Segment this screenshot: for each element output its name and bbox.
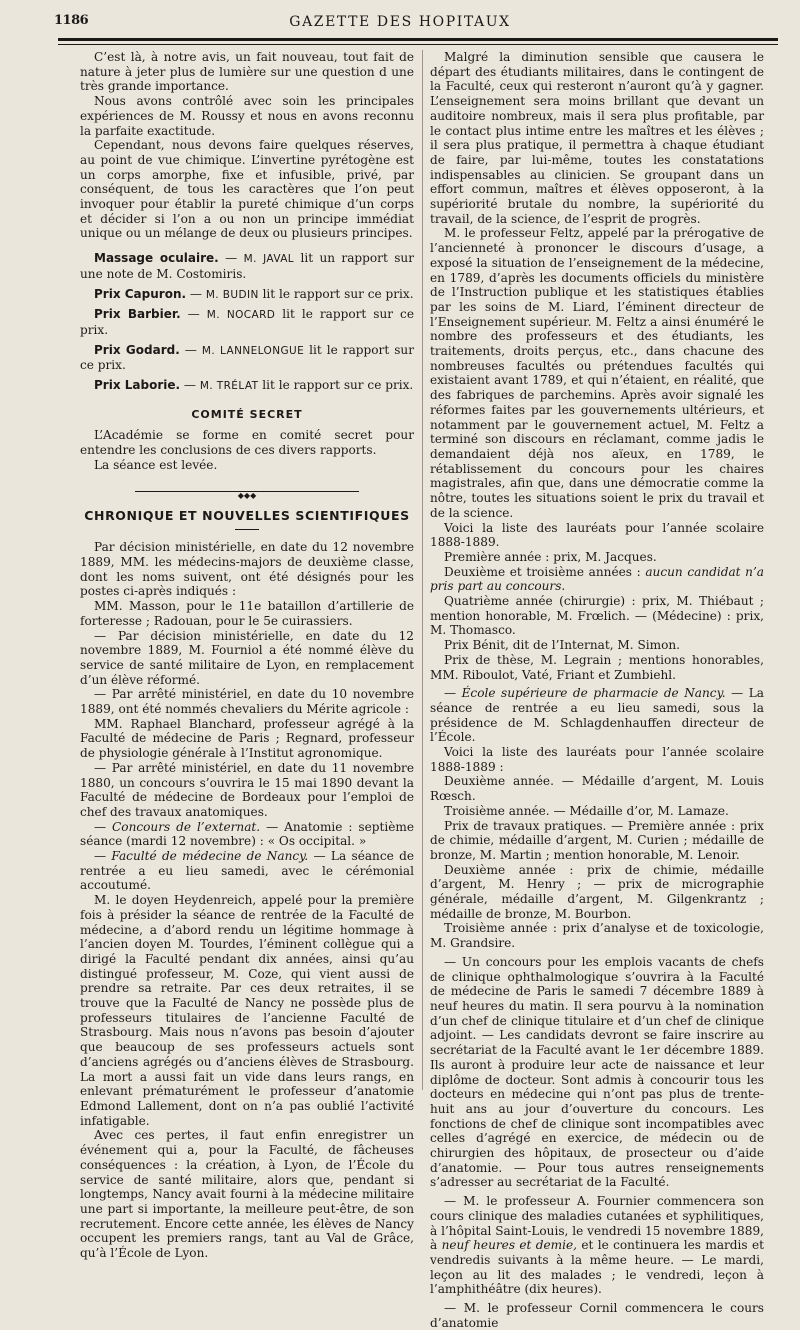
entry-text: lit le rapport sur ce prix.: [80, 342, 414, 373]
paragraph: Cependant, nous devons faire quelques réserves, au point de vue chimique. L’invertine pyrétogène est un corps amorphe, fixe et infusible, privé, par conséquent, de tous les caractères que l’on peut invoquer pour établir la pureté chimique d’un corps et décider si l’on a ou non un principe immédiat unique ou un mélange de deux ou plusieurs principes.: [80, 138, 414, 241]
entry-speaker: M. TRÉLAT: [199, 380, 259, 393]
item-text: — La séance de rentrée a eu lieu samedi, sous la présidence de M. Schlagdenhauffen directeur de l’École.: [430, 686, 764, 745]
paragraph: [430, 1194, 764, 1297]
item-heading: Faculté de médecine de Nancy.: [111, 849, 309, 864]
item-text: — M. le professeur A. Fournier commencera son cours clinique des maladies cutanées et syphilitiques, à l’hôpital Saint-Louis, le vendredi 15 novembre 1889, à: [430, 1194, 764, 1253]
column-divider: [422, 50, 423, 1090]
header-rule-thick: [58, 38, 778, 41]
short-rule: [235, 529, 259, 530]
report-entry-godard: Prix Godard. — M. LANNELONGUE lit le rapport sur ce prix.: [80, 342, 414, 373]
paragraph: MM. Raphael Blanchard, professeur agrégé à la Faculté de médecine de Paris ; Regnard, professeur de physiologie générale à l’Institut agronomique.: [80, 716, 414, 761]
paragraph: Voici la liste des lauréats pour l’année scolaire 1888-1889 :: [430, 745, 764, 774]
entry-heading: Prix Capuron.: [94, 286, 187, 301]
paragraph: [80, 820, 414, 849]
paragraph: — Par décision ministérielle, en date du 12 novembre 1889, M. Fourniol a été nommé élève du service de santé militaire de Lyon, en remplacement d’un élève réformé.: [80, 628, 414, 687]
entry-speaker: M. NOCARD: [206, 309, 276, 322]
paragraph: Avec ces pertes, il faut enfin enregistrer un événement qui a, pour la Faculté, de fâcheuses conséquences : la création, à Lyon, de l’École du service de santé militaire, alors que, pendant si longtemps, Nancy avait fourni à la médecine militaire une part si importante, la meilleure peut-être, de son recrutement. Encore cette année, les élèves de Nancy occupent les premiers rangs, tant au Val de Grâce, qu’à l’École de Lyon.: [80, 1128, 414, 1261]
paragraph: M. le doyen Heydenreich, appelé pour la première fois à présider la séance de rentrée de la Faculté de médecine, a d’abord rendu un légitime hommage à l’ancien doyen M. Tourdes, l’éminent collègue qui a dirigé la Faculté pendant dix années, ainsi qu’au distingué professeur, M. Coze, qui vient aussi de prendre sa retraite. Par ces deux retraites, il se trouve que la Faculté de Nancy ne possède plus de professeurs titulaires de l’ancienne Faculté de Strasbourg. Mais nous n’avons pas besoin d’ajouter que beaucoup de ses professeurs actuels sont d’anciens agrégés ou d’anciens élèves de Strasbourg. La mort a aussi fait un vide dans leurs rangs, en enlevant prématurément le professeur d’anatomie Edmond Lallement, dont on n’a pas oublié l’activité infatigable.: [80, 893, 414, 1128]
header-rule-thin: [58, 44, 778, 45]
paragraph: [430, 565, 764, 594]
ornamental-divider: [80, 487, 414, 500]
report-entry-laborie: Prix Laborie. — M. TRÉLAT lit le rapport sur ce prix.: [94, 378, 414, 393]
left-column: [80, 50, 414, 1261]
paragraph: — Un concours pour les emplois vacants de chefs de clinique ophthalmologique s’ouvrira à la Faculté de médecine de Paris le samedi 7 décembre 1889 à neuf heures du matin. Il sera pourvu à la nomination d’un chef de clinique titulaire et d’un chef de clinique adjoint. — Les candidats devront se faire inscrire au secrétariat de la Faculté avant le 1er décembre 1889. Ils auront à produire leur acte de naissance et leur diplôme de docteur. Sont admis à concourir tous les docteurs en médecine qui n’ont pas plus de trente-huit ans au jour d’ouverture du concours. Les fonctions de chef de clinique sont incompatibles avec celles d’agrégé en exercice, de médecin ou de chirurgien des hôpitaux, de prosecteur ou d’aide d’anatomie. — Pour tous autres renseignements s’adresser au secrétariat de la Faculté.: [430, 954, 764, 1190]
item-text: Deuxième et troisième années :: [444, 564, 646, 579]
ornament-glyph: ◆◆◆: [237, 490, 257, 500]
paragraph: — Par arrêté ministériel, en date du 11 novembre 1880, un concours s’ouvrira le 15 mai 1890 devant la Faculté de médecine de Bordeaux pour l’emploi de chef des travaux anatomiques.: [80, 760, 414, 819]
paragraph: Deuxième année : prix de chimie, médaille d’argent, M. Henry ; — prix de micrographie générale, médaille d’argent, M. Gilgenkrantz ; médaille de bronze, M. Bourbon.: [430, 862, 764, 921]
dash: —: [94, 819, 113, 834]
paragraph: MM. Masson, pour le 11e bataillon d’artillerie de forteresse ; Radouan, pour le 5e cuirassiers.: [80, 599, 414, 628]
report-entry-barbier: Prix Barbier. — M. NOCARD lit le rapport sur ce prix.: [80, 307, 414, 337]
item-text: — La séance de rentrée a eu lieu samedi, avec le cérémonial accoutumé.: [80, 849, 414, 893]
report-entry-massage: Massage oculaire. — M. JAVAL lit un rapport sur une note de M. Costomiris.: [80, 251, 414, 281]
entry-heading: Prix Barbier.: [94, 307, 181, 322]
section-heading-comite: COMITÉ SECRET: [191, 407, 303, 421]
entry-speaker: M. JAVAL: [243, 253, 295, 266]
entry-text: lit un rapport sur une note de M. Costomiris.: [80, 251, 414, 281]
paragraph: Par décision ministérielle, en date du 12 novembre 1889, MM. les médecins-majors de deuxième classe, dont les noms suivent, ont été désignés pour les postes ci-après indiqués :: [80, 540, 414, 599]
paragraph: [430, 686, 764, 745]
item-heading: École supérieure de pharmacie de Nancy.: [461, 686, 726, 701]
report-entry-capuron: Prix Capuron. — M. BUDIN lit le rapport sur ce prix.: [94, 286, 414, 301]
entry-speaker: M. BUDIN: [205, 288, 259, 301]
paragraph: Première année : prix, M. Jacques.: [444, 549, 657, 564]
item-emphasis: neuf heures et demie,: [441, 1238, 577, 1253]
paragraph: C’est là, à notre avis, un fait nouveau, tout fait de nature à jeter plus de lumière sur une question d une très grande importance.: [80, 50, 414, 94]
right-column: [430, 50, 764, 1330]
dash: —: [444, 686, 462, 701]
paragraph: — M. le professeur Cornil commencera le cours d’anatomie: [430, 1301, 764, 1330]
paragraph: La séance est levée.: [94, 457, 218, 472]
entry-speaker: M. LANNELONGUE: [201, 344, 305, 357]
paragraph: L’Académie se forme en comité secret pour entendre les conclusions de ces divers rapports.: [80, 428, 414, 458]
paragraph: Prix de travaux pratiques. — Première année : prix de chimie, médaille d’argent, M. Curien ; médaille de bronze, M. Martin ; mention honorable, M. Lenoir.: [430, 818, 764, 862]
entry-heading: Massage oculaire.: [94, 251, 219, 266]
section-heading-chronique: CHRONIQUE ET NOUVELLES SCIENTIFIQUES: [84, 507, 410, 523]
item-heading: Concours de l’externat.: [112, 819, 261, 834]
item-note: aucun candidat n’a pris part au concours.: [430, 564, 764, 594]
entry-text: lit le rapport sur ce prix.: [80, 307, 414, 337]
paragraph: Voici la liste des lauréats pour l’année scolaire 1888-1889.: [430, 520, 764, 550]
paragraph: Quatrième année (chirurgie) : prix, M. Thiébaut ; mention honorable, M. Frœlich. — (Médecine) : prix, M. Thomasco.: [430, 594, 764, 638]
page-number: 1186: [54, 13, 89, 28]
paragraph: Prix Bénit, dit de l’Internat, M. Simon.: [444, 638, 680, 653]
paragraph: Nous avons contrôlé avec soin les principales expériences de M. Roussy et nous en avons reconnu la parfaite exactitude.: [80, 94, 414, 138]
paragraph: Malgré la diminution sensible que causera le départ des étudiants militaires, dans le contingent de la Faculté, ceux qui resteront n’auront qu’à y gagner. L’enseignement sera moins brillant que devant un auditoire nombreux, mais il sera plus profitable, par le contact plus intime entre les maîtres et les élèves ; il sera plus pratique, il permettra à chaque étudiant de faire, par lui-même, toutes les constatations indispensables au clinicien. Se groupant dans un effort commun, maîtres et élèves opposeront, à la supériorité brutale du nombre, la supériorité du travail, de la science, de l’esprit de progrès.: [430, 50, 764, 226]
item-text: et le continuera les mardis et vendredis suivants à la même heure. — Le mardi, leçon au lit des malades ; le vendredi, leçon à l’amphithéâtre (dix heures).: [430, 1238, 764, 1297]
entry-text: lit le rapport sur ce prix.: [258, 378, 414, 393]
paragraph: — Par arrêté ministériel, en date du 10 novembre 1889, ont été nommés chevaliers du Mérite agricole :: [80, 687, 414, 717]
paragraph: M. le professeur Feltz, appelé par la prérogative de l’ancienneté à prononcer le discours d’usage, a exposé la situation de l’enseignement de la médecine, en 1789, d’après les documents officiels du ministère de l’Instruction publique et les statistiques établies par les soins de M. Liard, l’éminent directeur de l’Enseignement supérieur. M. Feltz a ainsi énuméré le nombre des professeurs et des étudiants, les traitements, droits perçus, etc., dans chacune des nombreuses facultés ou prétendues facultés qui existaient avant 1789, et qui n’étaient, en réalité, que des fabriques de parchemins. Après avoir signalé les réformes faites par les gouvernements ultérieurs, et notamment par le gouvernement actuel, M. Feltz a terminé son discours en réclamant, comme jadis le demandaient déjà nos aïeux, en 1789, le rétablissement du concours pour les chaires magistrales, afin que, dans une démocratie comme la nôtre, toutes les situations soient le prix du travail et de la science.: [430, 226, 764, 520]
paragraph: Deuxième année. — Médaille d’argent, M. Louis Rœsch.: [430, 774, 764, 804]
paragraph: Troisième année : prix d’analyse et de toxicologie, M. Grandsire.: [430, 921, 764, 951]
item-text: — Anatomie : septième séance (mardi 12 novembre) : « Os occipital. »: [80, 819, 414, 849]
running-head: GAZETTE DES HOPITAUX: [289, 14, 511, 30]
paragraph: Troisième année. — Médaille d’or, M. Lamaze.: [444, 803, 729, 818]
entry-heading: Prix Laborie.: [94, 378, 181, 393]
paragraph: Prix de thèse, M. Legrain ; mentions honorables, MM. Riboulot, Vaté, Friant et Zumbiehl.: [430, 652, 764, 682]
paragraph: [80, 849, 414, 893]
entry-heading: Prix Godard.: [94, 342, 180, 357]
dash: —: [94, 849, 112, 864]
entry-text: lit le rapport sur ce prix.: [258, 286, 414, 301]
